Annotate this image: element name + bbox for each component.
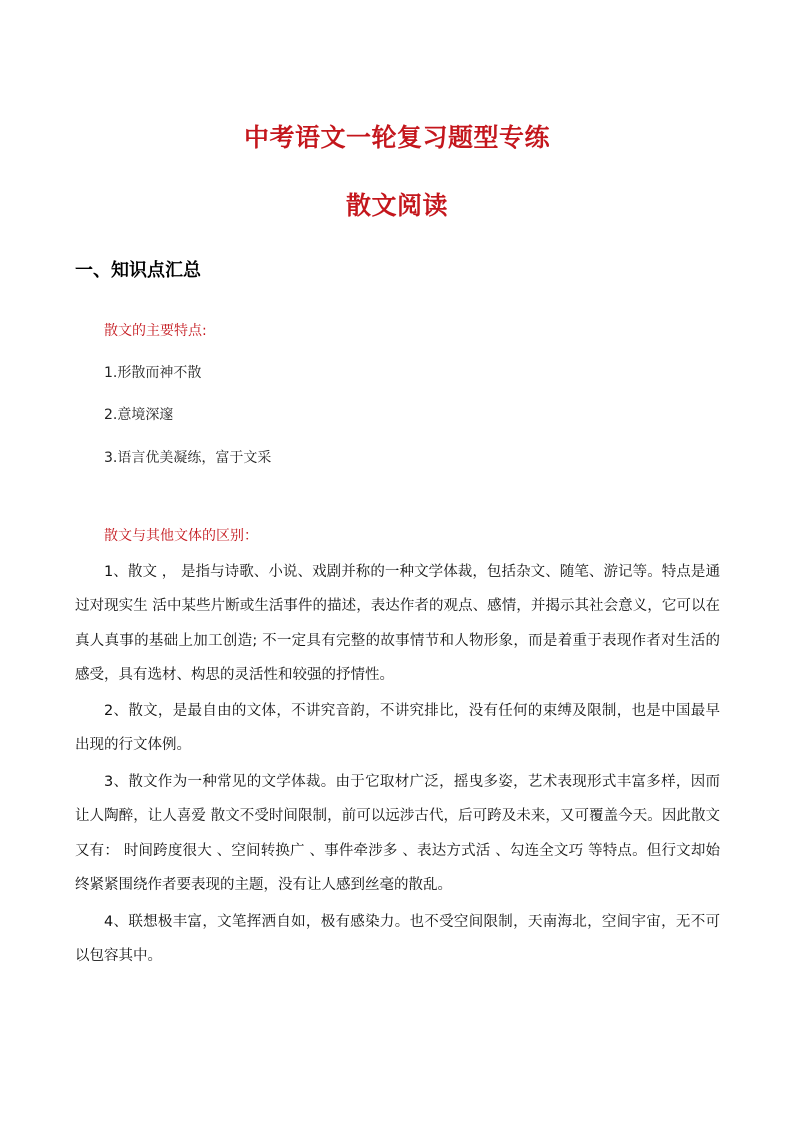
paragraph-3: 3、散文作为一种常见的文学体裁。由于它取材广泛，摇曳多姿，艺术表现形式丰富多样，因而让人陶醉，让人喜爱 散文不受时间限制，前可以远涉古代，后可跨及未来，又可覆盖今天。因此散文又有： 时间跨度很大 、空间转换广 、事件牵涉多 、表达方式活 、勾连全文巧 等特点。但行文却始终紧紧围绕作者要表现的主题，没有让人感到丝毫的散乱。 <box>75 774 720 894</box>
document-subtitle: 散文阅读 <box>345 191 448 220</box>
paragraph-4: 4、联想极丰富，文笔挥洒自如，极有感染力。也不受空间限制，天南海北，空间宇宙，无不可以包容其中。 <box>75 914 720 965</box>
paragraph-1: 1、散文 ， 是指与诗歌、小说、戏剧并称的一种文学体裁，包括杂文、随笔、游记等。特点是通过对现实生 活中某些片断或生活事件的描述，表达作者的观点、感情，并揭示其社会意义，它可以在真人真事的基础上加工创造; 不一定具有完整的故事情节和人物形象，而是着重于表现作者对生活的感受，具有选材、构思的灵活性和较强的抒情性。 <box>75 564 720 684</box>
paragraph-2: 2、散文，是最自由的文体，不讲究音韵，不讲究排比，没有任何的束缚及限制，也是中国最早出现的行文体例。 <box>75 703 720 754</box>
features-heading: 散文的主要特点: <box>104 323 207 339</box>
feature-item-3: 3.语言优美凝练，富于文采 <box>104 450 272 466</box>
feature-item-1: 1.形散而神不散 <box>104 365 202 381</box>
section-heading: 一、知识点汇总 <box>75 260 201 281</box>
document-title: 中考语文一轮复习题型专练 <box>243 123 550 152</box>
distinction-heading: 散文与其他文体的区别： <box>104 528 258 544</box>
feature-item-2: 2.意境深邃 <box>104 407 174 423</box>
